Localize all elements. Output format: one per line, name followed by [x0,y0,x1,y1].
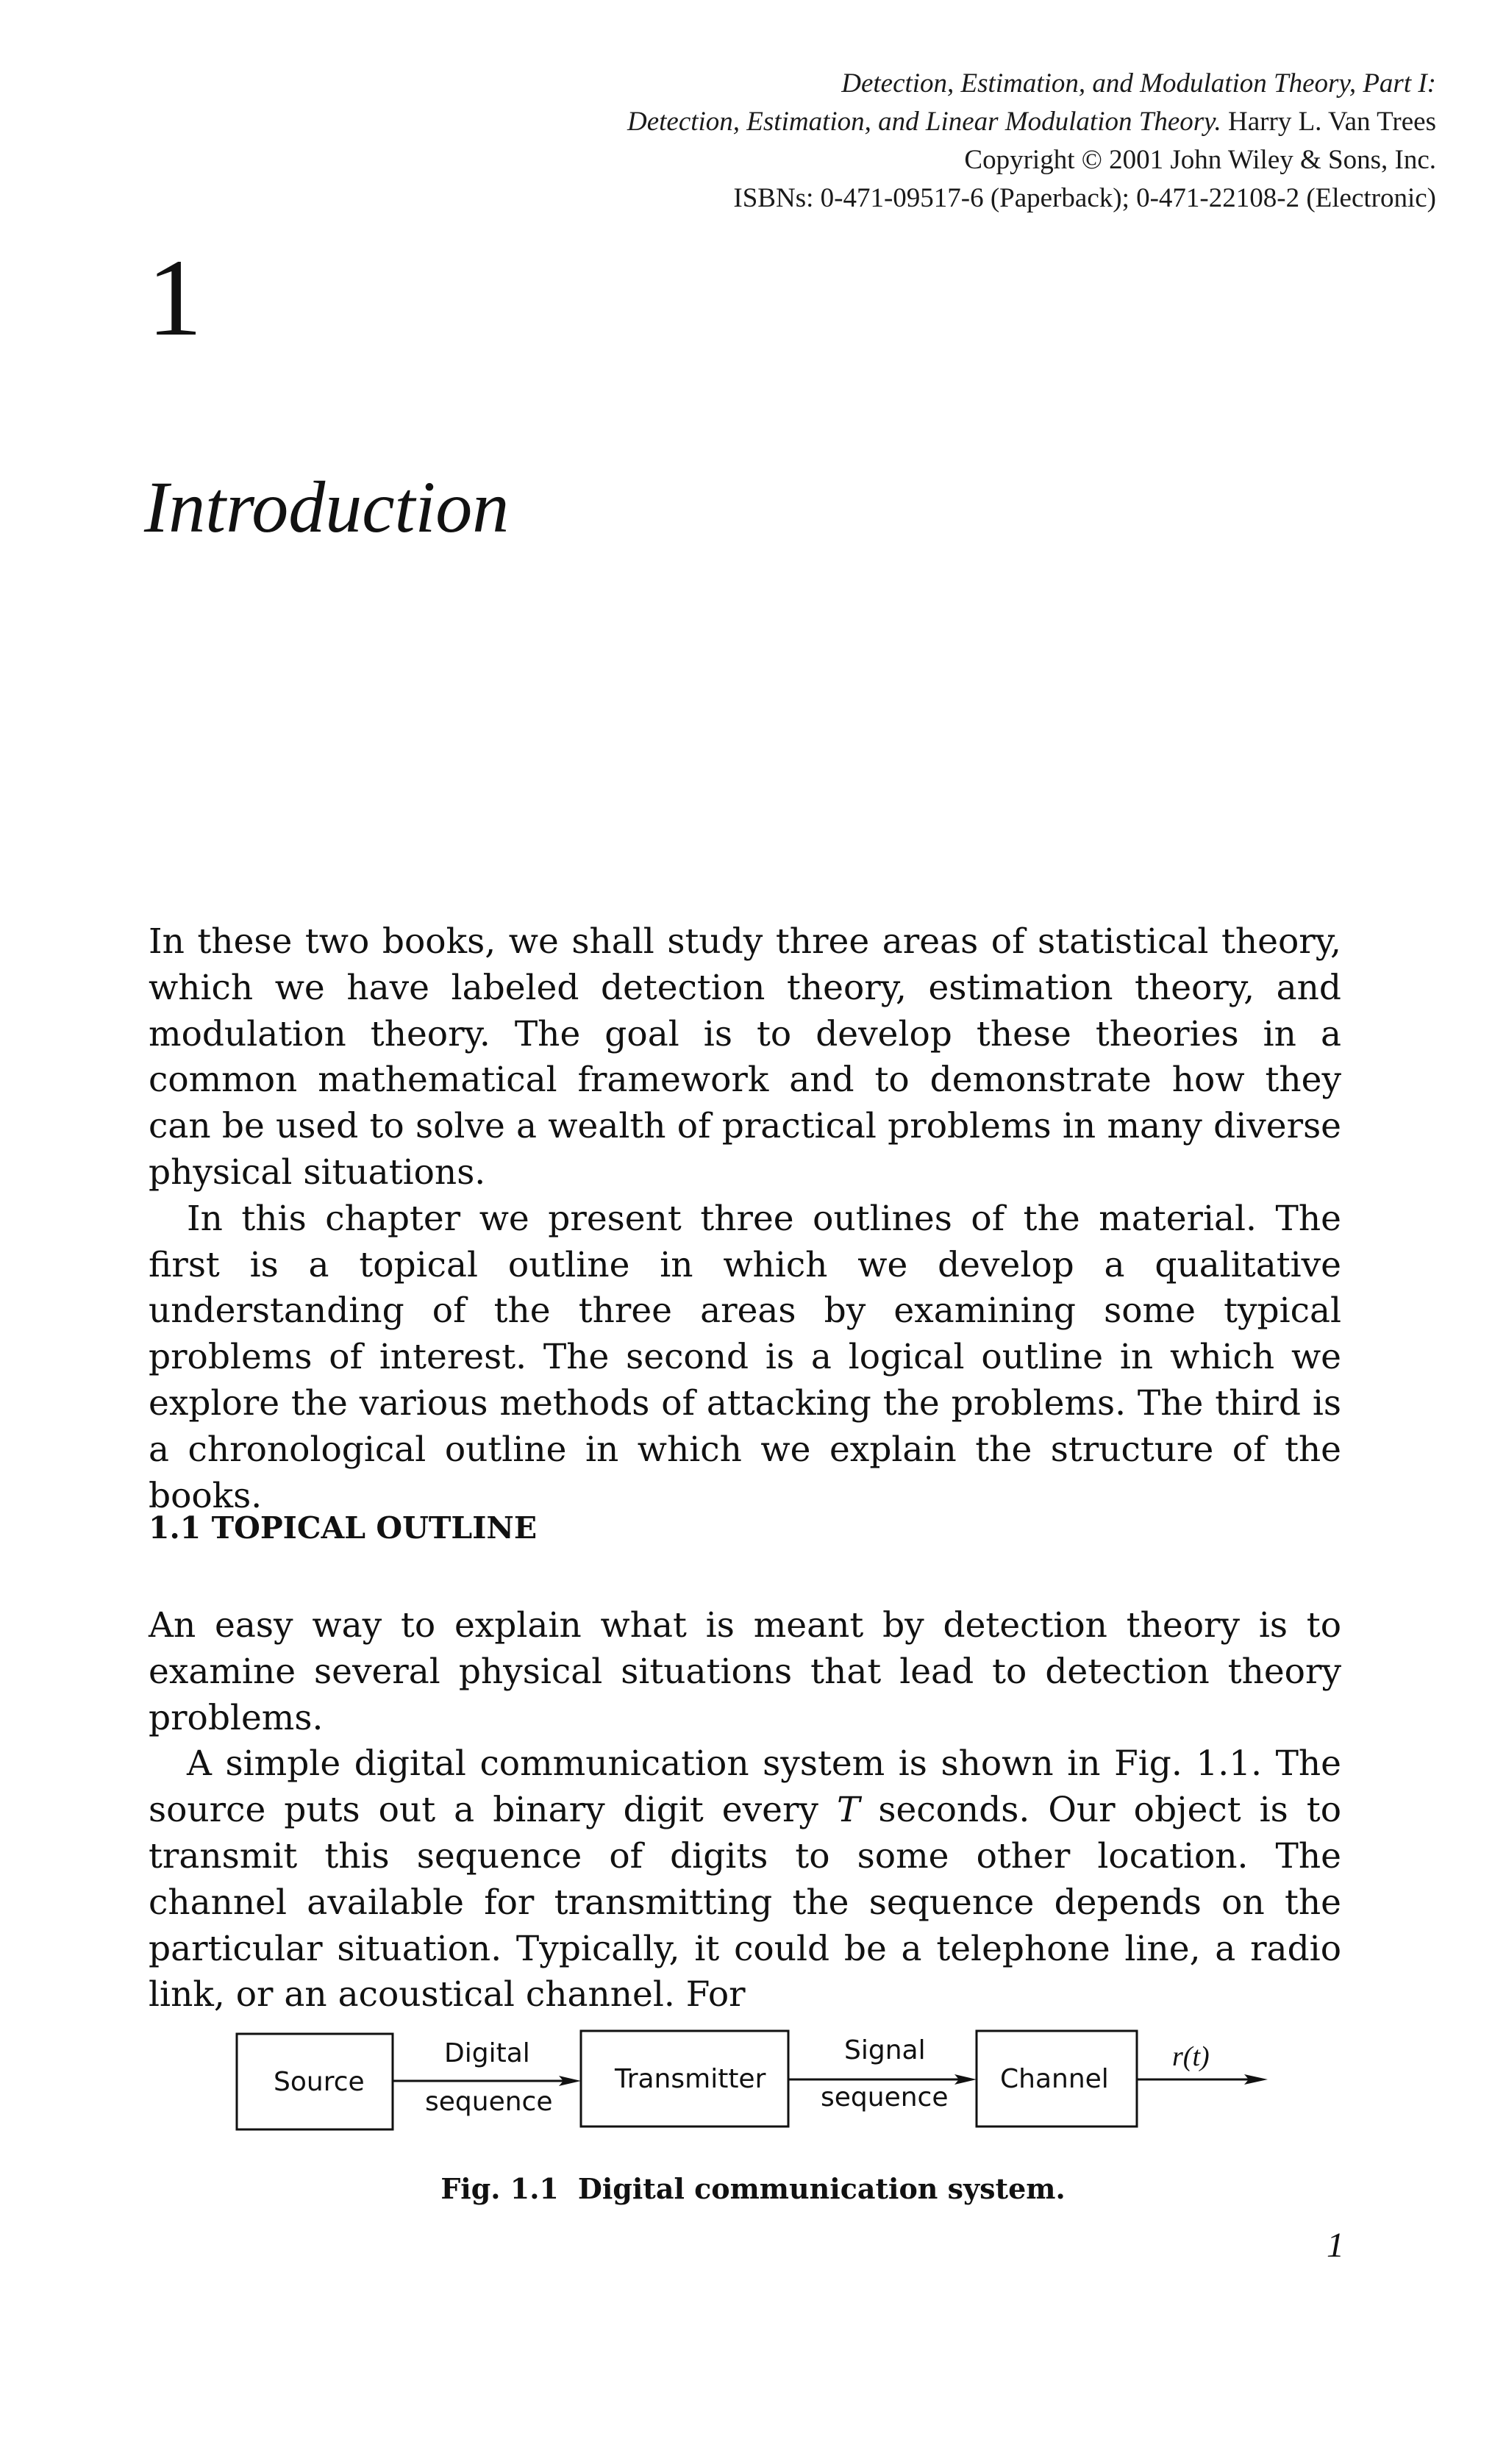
variable-T: T [837,1790,860,1831]
link2-top-label: Signal [844,2035,926,2065]
header-isbn: ISBNs: 0-471-09517-6 (Paperback); 0-471-22108-2 (Electronic) [733,183,1436,213]
link2-bottom-label: sequence [821,2082,949,2113]
chapter-number: 1 [147,237,202,359]
source-label: Source [274,2067,365,2097]
header-volume-title: Detection, Estimation, and Linear Modulation Theory. [627,107,1221,137]
intro-paragraph-1: In these two books, we shall study three areas of statistical theory, which we have labeled detection theory, estimation theory, and modulation theory. The goal is to develop these theories in a common mathematical framework and to demonstrate how they can be used to solve a wealth of practical problems in many diverse physical situations. [149,921,1341,1193]
transmitter-label: Transmitter [615,2064,766,2094]
intro-paragraph-2: In this chapter we present three outlines of the material. The first is a topical outline in which we develop a qualitative understanding of the three areas by examining some typical problems of interest. The second is a logical outline in which we explore the various methods of attacking the problems. The third is a chronological outline in which we explain the structure of the books. [149,1198,1341,1516]
section-paragraph-2 [149,1741,1341,2018]
link1-top-label: Digital [444,2038,530,2068]
section-p2-end: seconds. Our object is to transmit this sequence of digits to some other location. The channel available for transmitting the sequence depends on the particular situation. Typically, it could be a telephone line, a radio link, or an acoustical channel. For [149,1790,1341,2015]
page-number: 1 [1327,2226,1344,2265]
header-author: Harry L. Van Trees [1221,107,1436,137]
channel-label: Channel [1000,2064,1109,2094]
intro-text [149,919,1341,1519]
running-header [333,65,1436,218]
link1-bottom-label: sequence [425,2087,553,2117]
figure-caption [0,2172,1506,2205]
header-volume-line [333,103,1436,141]
section-paragraph-1: An easy way to explain what is meant by detection theory is to examine several physical situations that lead to detection theory problems. [149,1605,1341,1738]
header-copyright: Copyright © 2001 John Wiley & Sons, Inc. [964,145,1436,175]
section-p2-start: A simple digital communication system is shown in Fig. 1.1. The source puts out a binary digit every [149,1743,1341,1831]
section-text [149,1603,1341,2018]
figure-caption-text: Digital communication system. [577,2172,1066,2205]
header-book-title: Detection, Estimation, and Modulation Theory, Part I: [841,68,1436,99]
chapter-title: Introduction [144,466,510,548]
section-heading: 1.1 TOPICAL OUTLINE [149,1510,538,1546]
figure-caption-number: Fig. 1.1 [440,2172,559,2205]
output-signal-label: r(t) [1172,2041,1210,2072]
